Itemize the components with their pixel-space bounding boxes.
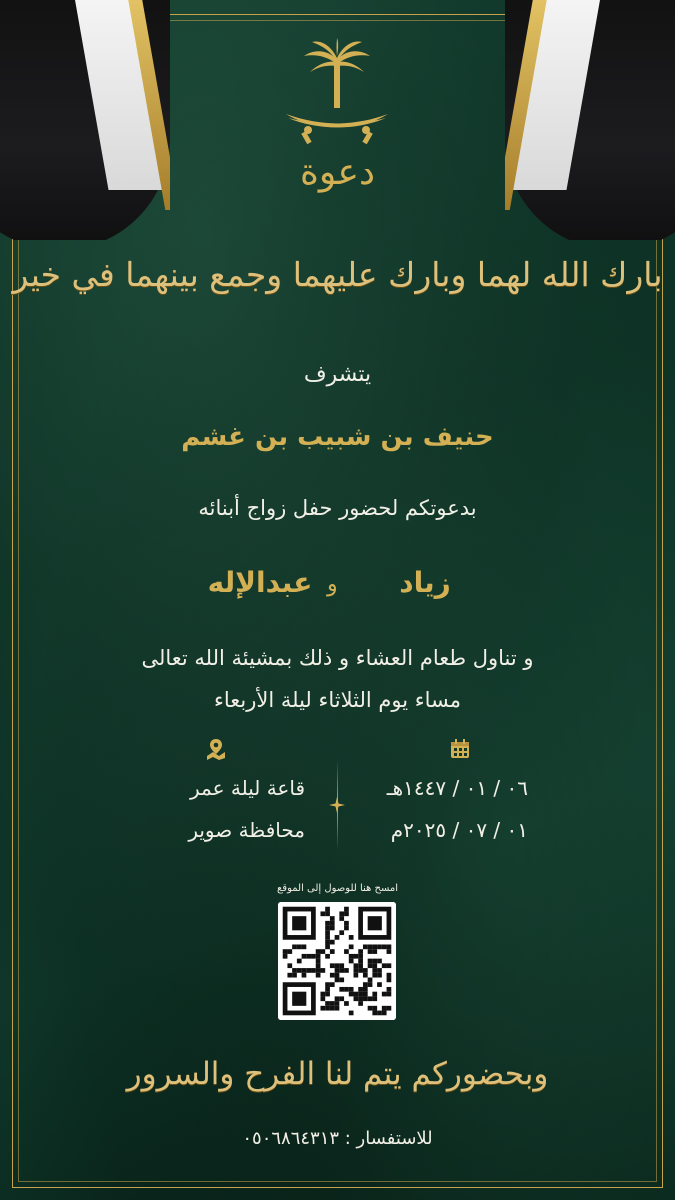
closing-calligraphy: وبحضوركم يتم لنا الفرح والسرور <box>126 1056 549 1092</box>
dinner-text: و تناول طعام العشاء و ذلك بمشيئة الله تعالى <box>141 646 534 670</box>
blessing-calligraphy: بارك الله لهما وبارك عليهما وجمع بينهما في خير <box>12 255 663 294</box>
location-qr-code[interactable] <box>278 902 396 1020</box>
bisht-figure-left <box>0 0 170 240</box>
four-point-star-icon <box>329 797 345 813</box>
and-connector: و <box>327 572 338 597</box>
contact-number: للاستفسار : ٠٥٠٦٨٦٤٣١٣ <box>242 1128 433 1149</box>
map-pin-icon <box>205 738 227 760</box>
host-name: حنيف بن شبيب بن غشم <box>181 422 494 452</box>
invite-title: دعوة <box>300 152 375 193</box>
gregorian-date: ٠١ / ٠٧ / ٢٠٢٥م <box>390 818 528 842</box>
groom-2-name: عبدالإله <box>207 566 313 599</box>
calendar-icon <box>449 738 471 760</box>
bisht-figure-right <box>505 0 675 240</box>
province-name: محافظة صوير <box>188 818 305 842</box>
scan-instruction: امسح هنا للوصول إلى الموقع <box>276 883 399 894</box>
invitation-text: بدعوتكم لحضور حفل زواج أبنائه <box>198 496 477 520</box>
venue-name: قاعة ليلة عمر <box>189 776 305 800</box>
grooms-names <box>0 566 675 610</box>
hijri-date: ٠٦ / ٠١ / ١٤٤٧هـ <box>386 776 528 800</box>
palm-and-swords-emblem-icon <box>282 38 392 150</box>
honor-text: يتشرف <box>303 362 372 387</box>
groom-1-name: زياد <box>399 566 451 599</box>
evening-text: مساء يوم الثلاثاء ليلة الأربعاء <box>213 688 462 712</box>
